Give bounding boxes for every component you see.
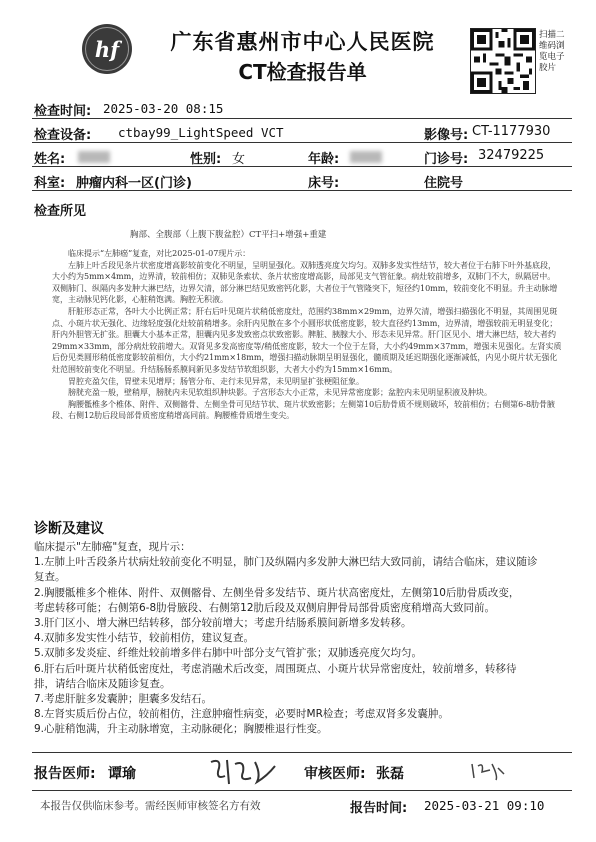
reviewer-signature (468, 758, 508, 784)
clinic-no-value: 32479225 (478, 148, 545, 163)
exam-time-label: 检查时间: (34, 104, 92, 119)
diagnosis-line: 排，请结合临床及随诊复查。 (34, 677, 171, 690)
department-label: 科室: (34, 176, 66, 191)
sex-value: 女 (232, 152, 246, 167)
findings-title: 检查所见 (34, 204, 87, 219)
device-label: 检查设备: (34, 128, 92, 143)
age-redacted (350, 151, 382, 163)
report-time-value: 2025-03-21 09:10 (424, 798, 545, 813)
divider (32, 790, 572, 791)
exam-time-value: 2025-03-20 08:15 (103, 101, 224, 116)
diagnosis-line: 6.肝右后叶斑片状稍低密度灶，考虑消融术后改变，周围斑点、小斑片状异常密度灶，较前增多，转移待 (34, 662, 517, 675)
footer-note: 本报告仅供临床参考。需经医师审核签名方有效 (40, 800, 261, 812)
reporter-signature (205, 754, 285, 788)
name-redacted (78, 151, 110, 163)
divider (32, 190, 572, 191)
reporter-label: 报告医师: (34, 766, 96, 782)
divider (32, 166, 572, 167)
diagnosis-line: 复查。 (34, 571, 66, 584)
findings-paragraph: 胃腔充盈欠佳，胃壁未见增厚；肠管分布、走行未见异常，未见明显扩张梗阻征象。 (68, 376, 364, 386)
device-value: ctbay99_LightSpeed VCT (118, 125, 284, 140)
diagnosis-line: 4.双肺多发实性小结节，较前相仿，建议复查。 (34, 632, 255, 645)
report-time-label: 报告时间: (350, 801, 408, 816)
age-value (350, 149, 382, 164)
findings-paragraph: 膀胱充盈一般，壁稍厚，膀胱内未见软组织肿块影。子宫形态大小正常，未见异常密度影；盆腔内未见明显积液及肿块。 (68, 388, 492, 398)
qr-code[interactable] (470, 28, 536, 94)
name-label: 姓名: (34, 152, 66, 167)
image-no-label: 影像号: (424, 128, 469, 143)
reviewer-name: 张磊 (376, 766, 404, 782)
sex-label: 性别: (190, 152, 222, 167)
reporter-name: 谭瑜 (108, 766, 136, 782)
inpatient-label: 住院号 (424, 176, 464, 191)
qr-caption: 扫描二维码浏览电子胶片 (539, 30, 565, 73)
diagnosis-line: 8.左肾实质后份占位，较前相仿，注意肿瘤性病变，必要时MR检查；考虑双肾多发囊肿。 (34, 708, 449, 721)
findings-paragraph: 肝脏形态正常，各叶大小比例正常；肝右后叶见斑片状稍低密度灶，范围约38mm×29mm，边界欠清，增强扫描强化不明显，其周围见斑点、小斑片状无强化、边缘轻度强化灶较前稍增多。余肝内见散在多个小圆形状低密度影，较大直径约13mm，边界清，增强较前无明显变化；肝内外胆管无扩张。胆囊大小基本正常，胆囊内见多发致密点状致密影。脾脏、胰腺大小、形态未见异常。肝门区见小、增大淋巴结，较大者约29mm×33mm，部分病灶较前增大。双肾见多发高密度等/稍低密度影，较大一个位于左肾，大小约49mm×37mm，增强未见强化。左肾实质后份见类圆形稍低密度影较前相仿，大小约21mm×18mm，增强扫描动脉期呈明显强化，髓质期及延迟期强化逐渐减低，内见小斑片状无强化灶范围较前变化不明显。升结肠肠系膜间新见多发结节软组织影，大者大小约为15mm×16mm。 (52, 306, 562, 374)
diagnosis-line: 5.双肺多发炎症、纤维灶较前增多伴右肺中叶部分支气管扩张；双肺透亮度欠均匀。 (34, 647, 423, 660)
findings-paragraph: 左肺上叶舌段见条片状密度增高影较前变化不明显，呈明显强化。双肺透亮度欠均匀。双肺多发实性结节，较大者位于右肺下叶外基底段，大小约为5mm×4mm，边界清，较前相仿；双肺见条索状、条片状密度增高影，局部见支气管征象。病灶较前增多，双肺门不大，纵隔居中。双侧肺门、纵隔内多发肿大淋巴结，边界欠清，部分淋巴结见致密钙化影，大者位于气管隆突下，短径约10mm，较前变化不明显。升主动脉增宽，主动脉见钙化影，心脏稍饱满。胸腔无积液。 (52, 260, 558, 305)
report-title: CT检查报告单 (238, 60, 367, 84)
diagnosis-body (34, 540, 574, 738)
diagnosis-title: 诊断及建议 (34, 521, 104, 537)
diagnosis-line: 临床提示"左肺癌"复查，现片示： (34, 541, 191, 553)
hospital-logo: hf (82, 24, 132, 74)
hospital-name: 广东省惠州市中心人民医院 (170, 30, 435, 54)
name-value (78, 149, 110, 164)
diagnosis-line: 7.考虑肝脏多发囊肿；胆囊多发结石。 (34, 693, 213, 706)
findings-paragraph: 临床提示“左肺癌”复查，对比2025-01-07现片示： (68, 249, 251, 258)
divider (32, 142, 572, 143)
diagnosis-line: 1.左肺上叶舌段条片状病灶较前变化不明显，肺门及纵隔内多发肿大淋巴结大致同前，请结合临床，建议随诊 (34, 556, 538, 569)
divider (32, 118, 572, 119)
clinic-no-label: 门诊号: (424, 152, 469, 167)
exam-items: 胸部、全腹部（上腹下腹盆腔）CT平扫+增强+重建 (130, 230, 327, 240)
diagnosis-line: 2.胸腰骶椎多个椎体、附件、双侧髂骨、左侧坐骨多发结节、斑片状高密度灶，左侧第10后肋骨质改变， (34, 586, 520, 599)
findings-paragraph: 胸腰骶椎多个椎体、附件、双侧髂骨、左侧坐骨可见结节状、斑片状致密影；左侧第10后肋骨质不规则破坏，较前相仿；右侧第6-8肋骨腋段、右侧12肋后段局部骨质密度稍增高同前。胸腰椎骨质增生变尖。 (52, 399, 556, 421)
diagnosis-line: 考虑转移可能；右侧第6-8肋骨腋段、右侧第12肋后段及双侧肩胛骨局部骨质密度稍增高大致同前。 (34, 601, 496, 614)
image-no-value: CT-1177930 (472, 124, 551, 139)
department-value: 肿瘤内科一区(门诊) (76, 176, 192, 191)
reviewer-label: 审核医师: (304, 766, 366, 782)
diagnosis-line: 3.肝门区小、增大淋巴结转移，部分较前增大；考虑升结肠系膜间新增多发转移。 (34, 617, 412, 630)
divider (32, 752, 572, 753)
age-label: 年龄: (308, 152, 340, 167)
bed-label: 床号: (308, 176, 340, 191)
findings-body (52, 248, 562, 422)
diagnosis-line: 9.心脏稍饱满，升主动脉增宽，主动脉硬化；胸腰椎退行性变。 (34, 723, 328, 736)
